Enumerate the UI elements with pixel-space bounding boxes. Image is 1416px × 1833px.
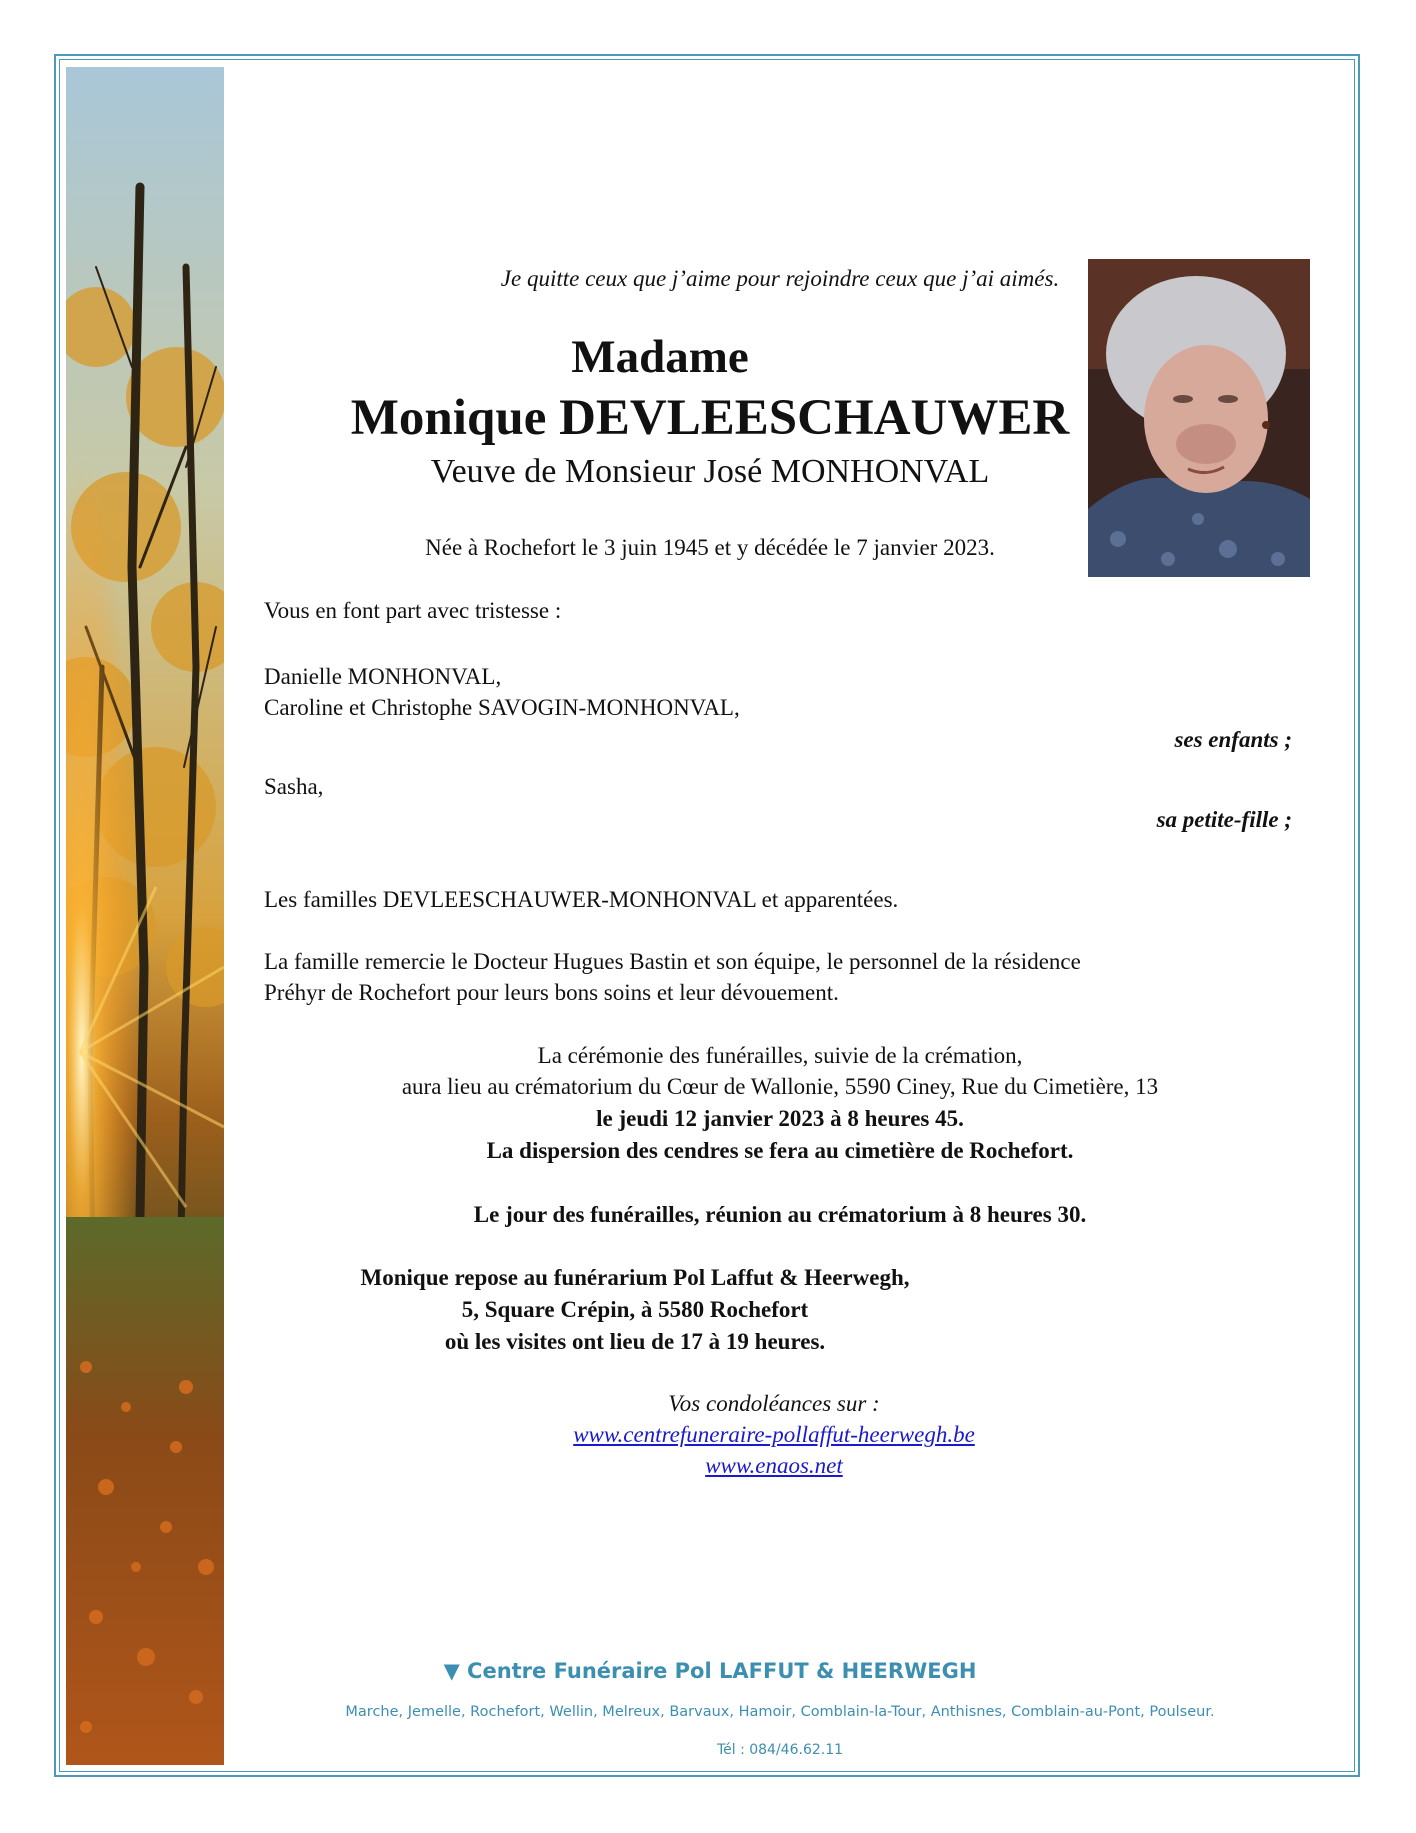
ceremony-line: aura lieu au crématorium du Cœur de Wallonie, 5590 Ciney, Rue du Cimetière, 13 [401,1074,1159,1099]
condolences-label: Vos condoléances sur : [668,1391,880,1416]
locations-line: Marche, Jemelle, Rochefort, Wellin, Melreux, Barvaux, Hamoir, Comblain-la-Tour, Anthisnes, Comblain-au-Pont, Poulseur. [345,1704,1215,1720]
phone-line: Tél : 084/46.62.11 [716,1742,844,1758]
families-line: Les familles DEVLEESCHAUWER-MONHONVAL et apparentées. [264,887,899,912]
grandchild-label: sa petite-fille ; [1156,807,1292,832]
widow-line: Veuve de Monsieur José MONHONVAL [430,453,990,490]
ceremony-line: La cérémonie des funérailles, suivie de la crémation, [537,1043,1023,1068]
company-name: ▼ Centre Funéraire Pol LAFFUT & HEERWEGH [443,1659,977,1683]
autumn-forest-image [66,67,224,1765]
child-name: Caroline et Christophe SAVOGIN-MONHONVAL, [264,695,740,720]
deceased-name: Monique DEVLEESCHAUWER [350,390,1070,446]
ashes-line: La dispersion des cendres se fera au cimetière de Rochefort. [486,1138,1074,1163]
thanks-line: Préhyr de Rochefort pour leurs bons soins et leur dévouement. [264,980,839,1005]
rest-line: Monique repose au funérarium Pol Laffut & Heerwegh, [360,1265,910,1290]
intro-line: Vous en font part avec tristesse : [264,598,562,623]
title: Madame [571,331,749,383]
enaos-link[interactable]: www.enaos.net [705,1453,843,1478]
child-name: Danielle MONHONVAL, [264,664,502,689]
children-label: ses enfants ; [1174,727,1292,752]
meeting-line: Le jour des funérailles, réunion au crématorium à 8 heures 30. [473,1202,1087,1227]
funeral-center-link[interactable]: www.centrefuneraire-pollaffut-heerwegh.be [573,1422,975,1447]
rest-line: où les visites ont lieu de 17 à 19 heures. [444,1329,826,1354]
quote: Je quitte ceux que j’aime pour rejoindre ceux que j’ai aimés. [500,266,1060,291]
grandchild-name: Sasha, [264,774,324,799]
rest-line: 5, Square Crépin, à 5580 Rochefort [461,1297,809,1322]
ceremony-date: le jeudi 12 janvier 2023 à 8 heures 45. [596,1106,964,1131]
birth-death-line: Née à Rochefort le 3 juin 1945 et y décédée le 7 janvier 2023. [425,535,995,560]
thanks-line: La famille remercie le Docteur Hugues Bastin et son équipe, le personnel de la résidence [264,949,1081,974]
